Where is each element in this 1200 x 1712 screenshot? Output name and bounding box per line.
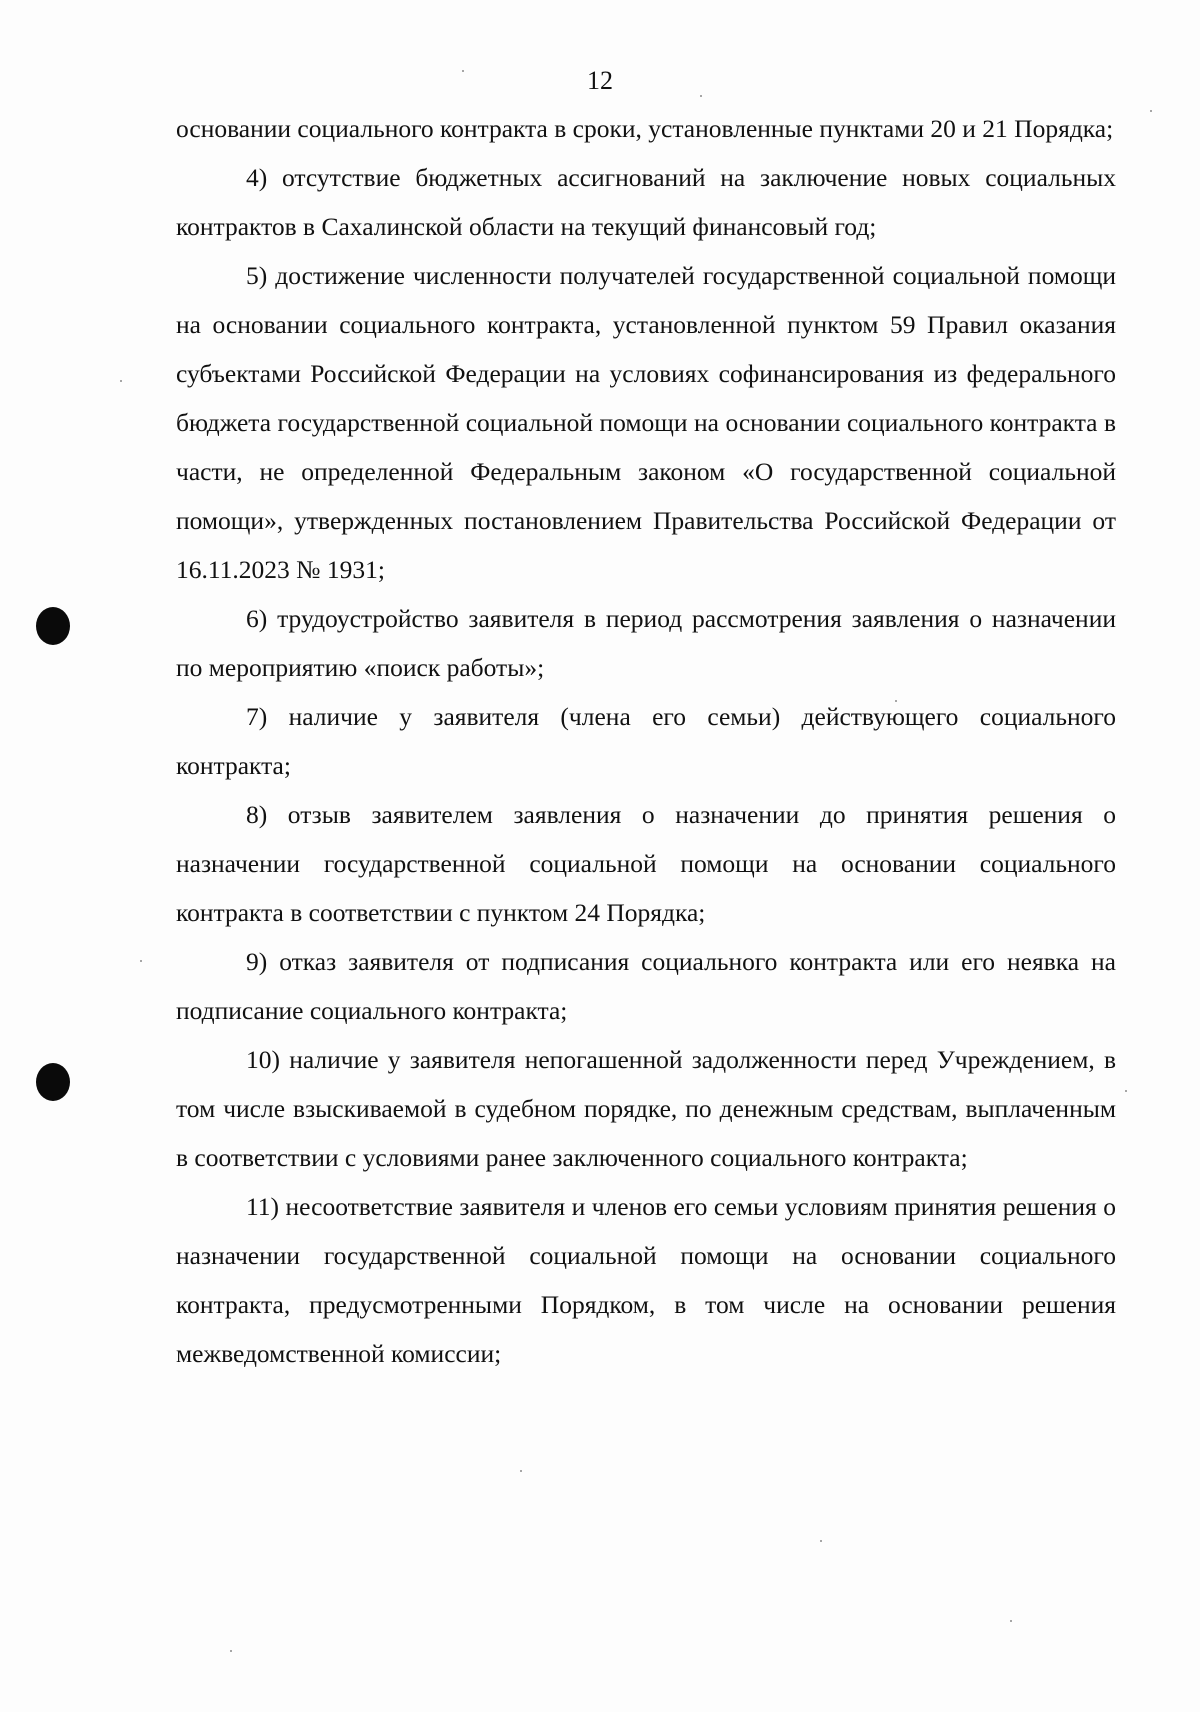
- scan-speck: [1150, 110, 1152, 112]
- punch-hole-mark: [36, 1063, 70, 1101]
- scan-speck: [1125, 1090, 1127, 1092]
- paragraph-continuation: основании социального контракта в сроки, установленные пунктами 20 и 21 Порядка;: [176, 114, 1114, 143]
- list-item-6: 6) трудоустройство заявителя в период рассмотрения заявления о назначении по мероприятию «поиск работы»;: [176, 604, 1116, 682]
- scan-speck: [1010, 1620, 1012, 1622]
- list-item-11: 11) несоответствие заявителя и членов его семьи условиям принятия решения о назначении государственной социальной помощи на основании социального контракта, предусмотренными Порядком, в том числе на основании решения межведомственной комиссии;: [176, 1192, 1116, 1368]
- list-item-7: 7) наличие у заявителя (члена его семьи) действующего социального контракта;: [176, 702, 1116, 780]
- list-item-10: 10) наличие у заявителя непогашенной задолженности перед Учреждением, в том числе взыскиваемой в судебном порядке, по денежным средствам, выплаченным в соответствии с условиями ранее заключенного социального контракта;: [176, 1045, 1116, 1172]
- scan-speck: [820, 1540, 822, 1542]
- punch-hole-mark: [36, 607, 70, 645]
- list-item-9: 9) отказ заявителя от подписания социального контракта или его неявка на подписание социального контракта;: [176, 947, 1116, 1025]
- list-item-5: 5) достижение численности получателей государственной социальной помощи на основании социального контракта, установленной пунктом 59 Правил оказания субъектами Российской Федерации на условиях софинансирования из федерального бюджета государственной социальной помощи на основании социального контракта в части, не определенной Федеральным законом «О государственной социальной помощи», утвержденных постановлением Правительства Российской Федерации от 16.11.2023 № 1931;: [176, 261, 1116, 584]
- list-item-4: 4) отсутствие бюджетных ассигнований на заключение новых социальных контрактов в Сахалинской области на текущий финансовый год;: [176, 163, 1116, 241]
- page-number: 12: [587, 66, 613, 95]
- scan-speck: [120, 380, 122, 382]
- list-item-8: 8) отзыв заявителем заявления о назначении до принятия решения о назначении государственной социальной помощи на основании социального контракта в соответствии с пунктом 24 Порядка;: [176, 800, 1116, 927]
- scan-speck: [140, 960, 142, 962]
- scan-speck: [230, 1650, 232, 1652]
- scan-speck: [520, 1470, 522, 1472]
- document-body: [176, 104, 1116, 1378]
